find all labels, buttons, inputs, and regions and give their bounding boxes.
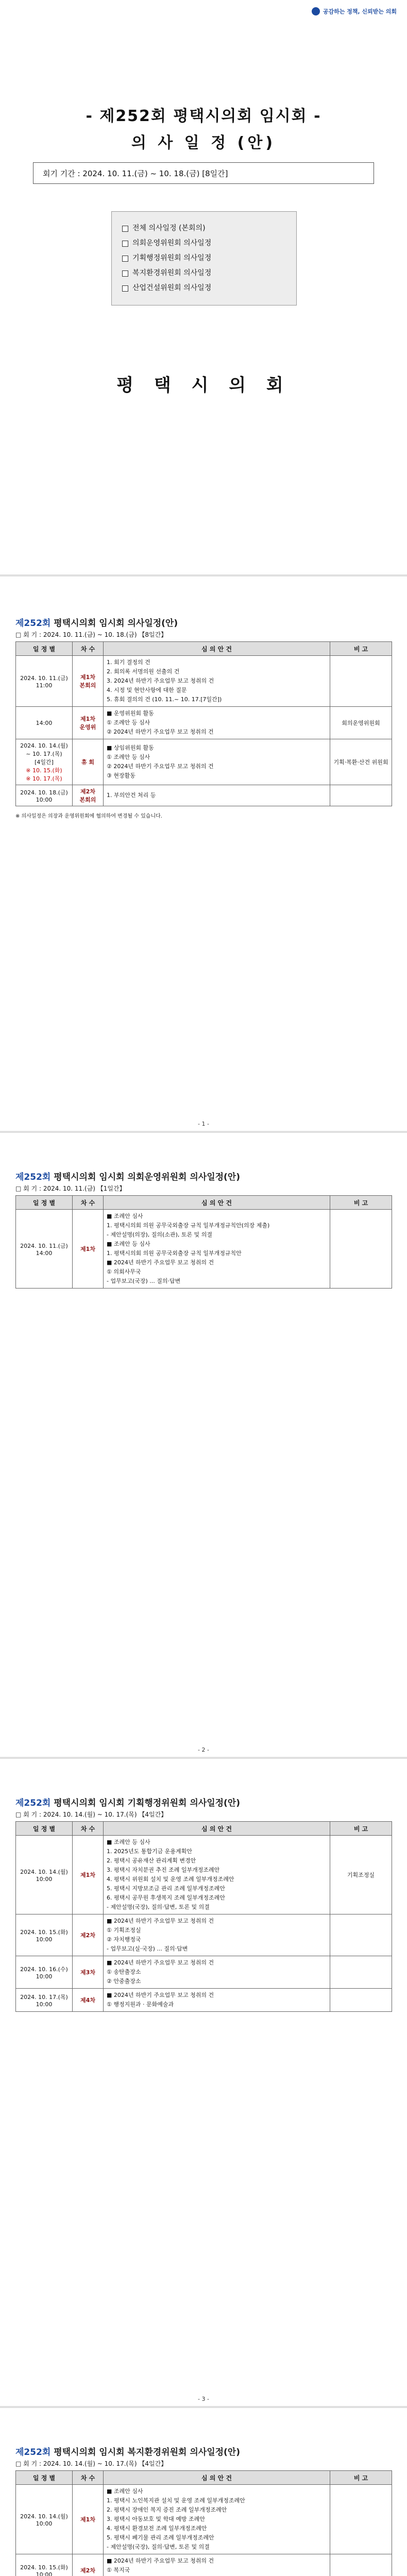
date-line: ~ 10. 17.(목)	[26, 751, 62, 757]
note-cell	[330, 2485, 392, 2554]
agenda-line: ① 송탄출장소	[107, 1969, 141, 1975]
table-row	[16, 1956, 392, 1989]
table-header-row	[16, 1196, 392, 1210]
section-title	[15, 616, 392, 629]
column-header-note: 비 고	[330, 2471, 392, 2485]
council-name: 평 택 시 의 회	[116, 375, 291, 396]
toc-item	[122, 236, 286, 251]
agenda-line: ③ 현장활동	[107, 772, 135, 779]
session-count-cell	[73, 707, 104, 739]
session-count-line: 운영위	[79, 724, 96, 731]
agenda-line: ■ 조례안 등 심사	[107, 1839, 150, 1845]
date-cell	[16, 2485, 73, 2554]
page-number: - 2 -	[198, 1747, 209, 1753]
date-cell	[16, 2554, 73, 2576]
note-cell	[330, 1210, 392, 1289]
toc-item-label: 복지환경위원회 의사일정	[132, 269, 212, 277]
table-header-row	[16, 1822, 392, 1836]
agenda-line: 3. 평택시 자치분권 추진 조례 일부개정조례안	[107, 1867, 220, 1873]
agenda-line: ① 기획조정실	[107, 1927, 141, 1934]
column-header-date: 일 정 별	[16, 1196, 73, 1210]
toc-item	[122, 281, 286, 296]
agenda-line: 2. 회의록 서명의원 선출의 건	[107, 668, 180, 675]
table-row	[16, 1989, 392, 2012]
agenda-line: ■ 2024년 하반기 주요업무 보고 청취의 건	[107, 1918, 214, 1924]
table-row	[16, 1914, 392, 1956]
date-cell	[16, 1989, 73, 2012]
session-count-line: 제4차	[80, 1997, 95, 2004]
column-header-content: 심 의 안 건	[104, 2471, 330, 2485]
note-cell: 기획조정실	[330, 1836, 392, 1914]
agenda-line: 4. 평택시 위원회 설치 및 운영 조례 일부개정조례안	[107, 1876, 234, 1883]
agenda-cell	[104, 1210, 330, 1289]
date-line: 10:00	[36, 1875, 53, 1883]
session-count-cell	[73, 1914, 104, 1956]
date-line: 10:00	[36, 1936, 53, 1943]
slogan-text: 공감하는 정책, 신뢰받는 의회	[323, 8, 397, 15]
toc-item	[122, 221, 286, 236]
section-period: □ 회 기 : 2024. 10. 11.(금) 【1일간】	[15, 1185, 126, 1192]
section-period: □ 회 기 : 2024. 10. 14.(월) ~ 10. 17.(목) 【4일간】	[15, 2460, 167, 2467]
page-number: - 3 -	[198, 2396, 209, 2402]
page-number: - 1 -	[198, 1121, 209, 1127]
session-count-cell	[73, 1956, 104, 1989]
session-count-cell	[73, 2485, 104, 2554]
agenda-line: 3. 평택시 아동보호 및 학대 예방 조례안	[107, 2516, 205, 2522]
column-header-note: 비 고	[330, 1196, 392, 1210]
page-separator	[0, 2406, 407, 2408]
date-cell	[16, 707, 73, 739]
column-header-content: 심 의 안 건	[104, 1822, 330, 1836]
date-line: 2024. 10. 15.(화)	[20, 2564, 68, 2571]
date-line: 2024. 10. 14.(월)	[20, 742, 68, 749]
session-count-cell	[73, 1836, 104, 1914]
section-footnote: ※ 의사일정은 의장과 운영위원회에 협의하여 변경될 수 있습니다.	[15, 814, 162, 819]
agenda-line: 5. 휴회 결의의 건 (10. 11.~ 10. 17.[7일간])	[107, 696, 222, 703]
agenda-line: ② 자치행정국	[107, 1936, 141, 1943]
section-title-prefix: 제252회	[15, 2447, 51, 2458]
session-count-line: 제1차	[80, 674, 95, 681]
section-title	[15, 2445, 392, 2458]
column-header-content: 심 의 안 건	[104, 642, 330, 656]
agenda-line: 1. 회기 결정의 건	[107, 659, 150, 666]
section-title-text: 평택시의회 임시회 기획행정위원회 의사일정(안)	[50, 1798, 240, 1808]
session-count-line: 제2차	[80, 1932, 95, 1939]
page-separator	[0, 1757, 407, 1759]
agenda-cell	[104, 656, 330, 707]
schedule-table	[15, 641, 392, 806]
column-header-count: 차 수	[73, 642, 104, 656]
cover-title	[0, 103, 407, 152]
date-line: 14:00	[36, 719, 53, 726]
column-header-count: 차 수	[73, 1196, 104, 1210]
agenda-cell	[104, 785, 330, 806]
section-title-prefix: 제252회	[15, 618, 51, 629]
session-count-line: 본회의	[79, 796, 96, 803]
note-cell: 기획·복환·산건 위원회	[330, 739, 392, 785]
session-count-cell	[73, 1989, 104, 2012]
agenda-line: 4. 시정 및 현안사항에 대한 질문	[107, 687, 187, 693]
agenda-cell	[104, 739, 330, 785]
session-count-line: 휴 회	[81, 759, 95, 766]
session-count-line: 본회의	[79, 682, 96, 689]
agenda-line: ■ 운영위원회 활동	[107, 710, 154, 717]
session-count-cell	[73, 785, 104, 806]
note-cell	[330, 1956, 392, 1989]
session-count-line: 제2차	[80, 2567, 95, 2574]
agenda-line: 2. 평택시 장애인 복지 증진 조례 일부개정조례안	[107, 2506, 227, 2513]
agenda-line: ② 2024년 하반기 주요업무 보고 청취의 건	[107, 763, 214, 770]
column-header-date: 일 정 별	[16, 1822, 73, 1836]
date-line: 2024. 10. 14.(월)	[20, 1868, 68, 1875]
agenda-line: ■ 2024년 하반기 주요업무 보고 청취의 건	[107, 2557, 214, 2564]
agenda-line: 5. 평택시 폐기물 관리 조례 일부개정조례안	[107, 2534, 214, 2541]
column-header-note: 비 고	[330, 642, 392, 656]
section-title-text: 평택시의회 임시회 의사일정(안)	[50, 618, 178, 629]
agenda-line: - 제안설명(국장), 질의·답변, 토론 및 의결	[107, 2544, 210, 2550]
date-line: [4일간]	[35, 759, 54, 766]
date-cell	[16, 739, 73, 785]
table-row	[16, 785, 392, 806]
date-line: 10:00	[36, 2571, 53, 2576]
agenda-line: ① 복지국	[107, 2567, 130, 2573]
agenda-line: ① 행정지원과 · 문화예술과	[107, 2001, 174, 2008]
checkbox-icon	[122, 241, 128, 247]
date-cell	[16, 1956, 73, 1989]
agenda-line: 1. 부의안건 처리 등	[107, 792, 156, 799]
agenda-line: ① 조례안 등 심사	[107, 719, 150, 726]
session-count-line: 제1차	[80, 716, 95, 722]
table-row	[16, 707, 392, 739]
schedule-table	[15, 1195, 392, 1289]
date-line: 11:00	[36, 682, 53, 689]
column-header-date: 일 정 별	[16, 2471, 73, 2485]
agenda-line: 1. 평택시의회 의원 공무국외출장 규칙 일부개정규칙안(의장 제출)	[107, 1222, 270, 1229]
section-title	[15, 1170, 392, 1182]
agenda-cell	[104, 707, 330, 739]
table-row	[16, 2485, 392, 2554]
agenda-line: ■ 2024년 하반기 주요업무 보고 청취의 건	[107, 1959, 214, 1966]
section-title	[15, 1795, 392, 1808]
agenda-cell	[104, 1989, 330, 2012]
agenda-line: ■ 상임위원회 활동	[107, 744, 154, 751]
date-line: 2024. 10. 17.(목)	[20, 1993, 68, 2001]
date-line: 2024. 10. 14.(월)	[20, 2513, 68, 2520]
date-line: 10:00	[36, 2001, 53, 2008]
date-line: ※ 10. 15.(화)	[26, 767, 62, 774]
checkbox-icon	[122, 270, 128, 277]
agenda-line: 6. 평택시 공무원 후생복지 조례 일부개정조례안	[107, 1894, 225, 1901]
section-title-prefix: 제252회	[15, 1172, 51, 1182]
table-header-row	[16, 2471, 392, 2485]
note-cell	[330, 2554, 392, 2576]
note-cell	[330, 656, 392, 707]
toc-item-label: 산업건설위원회 의사일정	[132, 284, 212, 292]
table-of-contents	[111, 211, 297, 306]
date-cell	[16, 656, 73, 707]
agenda-line: ■ 조례안 등 심사	[107, 1241, 150, 1247]
date-line: 2024. 10. 11.(금)	[20, 1242, 68, 1249]
agenda-cell	[104, 1956, 330, 1989]
column-header-count: 차 수	[73, 1822, 104, 1836]
toc-item-label: 기획행정위원회 의사일정	[132, 254, 212, 262]
session-count-cell	[73, 2554, 104, 2576]
agenda-cell	[104, 2554, 330, 2576]
table-header-row	[16, 642, 392, 656]
agenda-line: 3. 2024년 하반기 주요업무 보고 청취의 건	[107, 677, 214, 684]
note-cell	[330, 1914, 392, 1956]
table-row	[16, 1836, 392, 1914]
schedule-table	[15, 1821, 392, 2012]
date-line: ※ 10. 17.(목)	[26, 775, 62, 782]
date-line: 10:00	[36, 2520, 53, 2527]
session-count-line: 제1차	[80, 2516, 95, 2523]
toc-item	[122, 266, 286, 281]
section-period: □ 회 기 : 2024. 10. 14.(월) ~ 10. 17.(목) 【4일간】	[15, 1811, 167, 1818]
agenda-line: ① 조례안 등 심사	[107, 754, 150, 760]
agenda-line: 5. 평택시 지방보조금 관리 조례 일부개정조례안	[107, 1885, 225, 1892]
session-count-cell	[73, 656, 104, 707]
session-count-cell	[73, 739, 104, 785]
cover-title-line2: 의 사 일 정 (안)	[131, 134, 276, 152]
table-row	[16, 1210, 392, 1289]
agenda-line: - 업무보고(국장) ... 질의·답변	[107, 1278, 181, 1284]
date-line: 2024. 10. 11.(금)	[20, 674, 68, 682]
cover-period: 회기 기간 : 2024. 10. 11.(금) ~ 10. 18.(금) [8일간]	[33, 162, 374, 184]
note-cell	[330, 785, 392, 806]
agenda-line: 1. 2025년도 통합기금 운용계획안	[107, 1848, 192, 1855]
date-line: 14:00	[36, 1249, 53, 1257]
section-title-prefix: 제252회	[15, 1798, 51, 1808]
agenda-line: 4. 평택시 환경보전 조례 일부개정조례안	[107, 2525, 207, 2532]
column-header-count: 차 수	[73, 2471, 104, 2485]
toc-item	[122, 251, 286, 266]
session-count-cell	[73, 1210, 104, 1289]
slogan	[312, 7, 397, 15]
column-header-date: 일 정 별	[16, 642, 73, 656]
date-cell	[16, 1210, 73, 1289]
agenda-line: ■ 2024년 하반기 주요업무 보고 청취의 건	[107, 1992, 214, 1998]
agenda-line: ■ 조례안 심사	[107, 2488, 143, 2495]
table-row	[16, 739, 392, 785]
page-separator	[0, 1131, 407, 1133]
table-row	[16, 2554, 392, 2576]
session-count-line: 제2차	[80, 788, 95, 795]
checkbox-icon	[122, 285, 128, 292]
cover-title-line1: - 제252회 평택시의회 임시회 -	[86, 107, 321, 125]
column-header-content: 심 의 안 건	[104, 1196, 330, 1210]
agenda-line: 1. 평택시의회 의원 공무국외출장 규칙 일부개정규칙안	[107, 1250, 242, 1257]
session-count-line: 제1차	[80, 1246, 95, 1252]
emblem-icon	[312, 7, 320, 15]
date-line: 2024. 10. 16.(수)	[20, 1965, 68, 1973]
column-header-note: 비 고	[330, 1822, 392, 1836]
date-cell	[16, 1914, 73, 1956]
date-cell	[16, 1836, 73, 1914]
table-row	[16, 656, 392, 707]
agenda-line: 2. 평택시 공유재산 관리계획 변경안	[107, 1857, 196, 1864]
session-count-line: 제1차	[80, 1872, 95, 1878]
agenda-cell	[104, 1836, 330, 1914]
checkbox-icon	[122, 226, 128, 232]
date-line: 2024. 10. 15.(화)	[20, 1928, 68, 1936]
agenda-line: ① 의회사무국	[107, 1268, 141, 1275]
agenda-line: - 제안설명(국장), 질의·답변, 토론 및 의결	[107, 1904, 210, 1910]
agenda-line: ② 안중출장소	[107, 1978, 141, 1985]
agenda-line: ■ 2024년 하반기 주요업무 보고 청취의 건	[107, 1259, 214, 1266]
agenda-line: - 제안설명(의장), 질의(소관), 토론 및 의결	[107, 1231, 213, 1238]
page-separator	[0, 574, 407, 577]
agenda-line: ② 2024년 하반기 주요업무 보고 청취의 건	[107, 728, 214, 735]
toc-item-label: 전체 의사일정 (본회의)	[132, 224, 206, 232]
section-period: □ 회 기 : 2024. 10. 11.(금) ~ 10. 18.(금) 【8일간】	[15, 631, 167, 638]
date-cell	[16, 785, 73, 806]
agenda-line: - 업무보고(실·국장) ... 질의·답변	[107, 1945, 188, 1952]
agenda-line: 1. 평택시 노인복지관 설치 및 운영 조례 일부개정조례안	[107, 2497, 245, 2504]
note-cell: 회의운영위원회	[330, 707, 392, 739]
section-title-text: 평택시의회 임시회 복지환경위원회 의사일정(안)	[50, 2447, 240, 2458]
date-line: 10:00	[36, 1973, 53, 1980]
date-line: 2024. 10. 18.(금)	[20, 789, 68, 796]
note-cell	[330, 1989, 392, 2012]
agenda-cell	[104, 1914, 330, 1956]
section-title-text: 평택시의회 임시회 의회운영위원회 의사일정(안)	[50, 1172, 240, 1182]
checkbox-icon	[122, 256, 128, 262]
schedule-table	[15, 2470, 392, 2576]
date-line: 10:00	[36, 796, 53, 803]
session-count-line: 제3차	[80, 1969, 95, 1976]
toc-item-label: 의회운영위원회 의사일정	[132, 239, 212, 247]
agenda-cell	[104, 2485, 330, 2554]
agenda-line: ■ 조례안 심사	[107, 1213, 143, 1219]
